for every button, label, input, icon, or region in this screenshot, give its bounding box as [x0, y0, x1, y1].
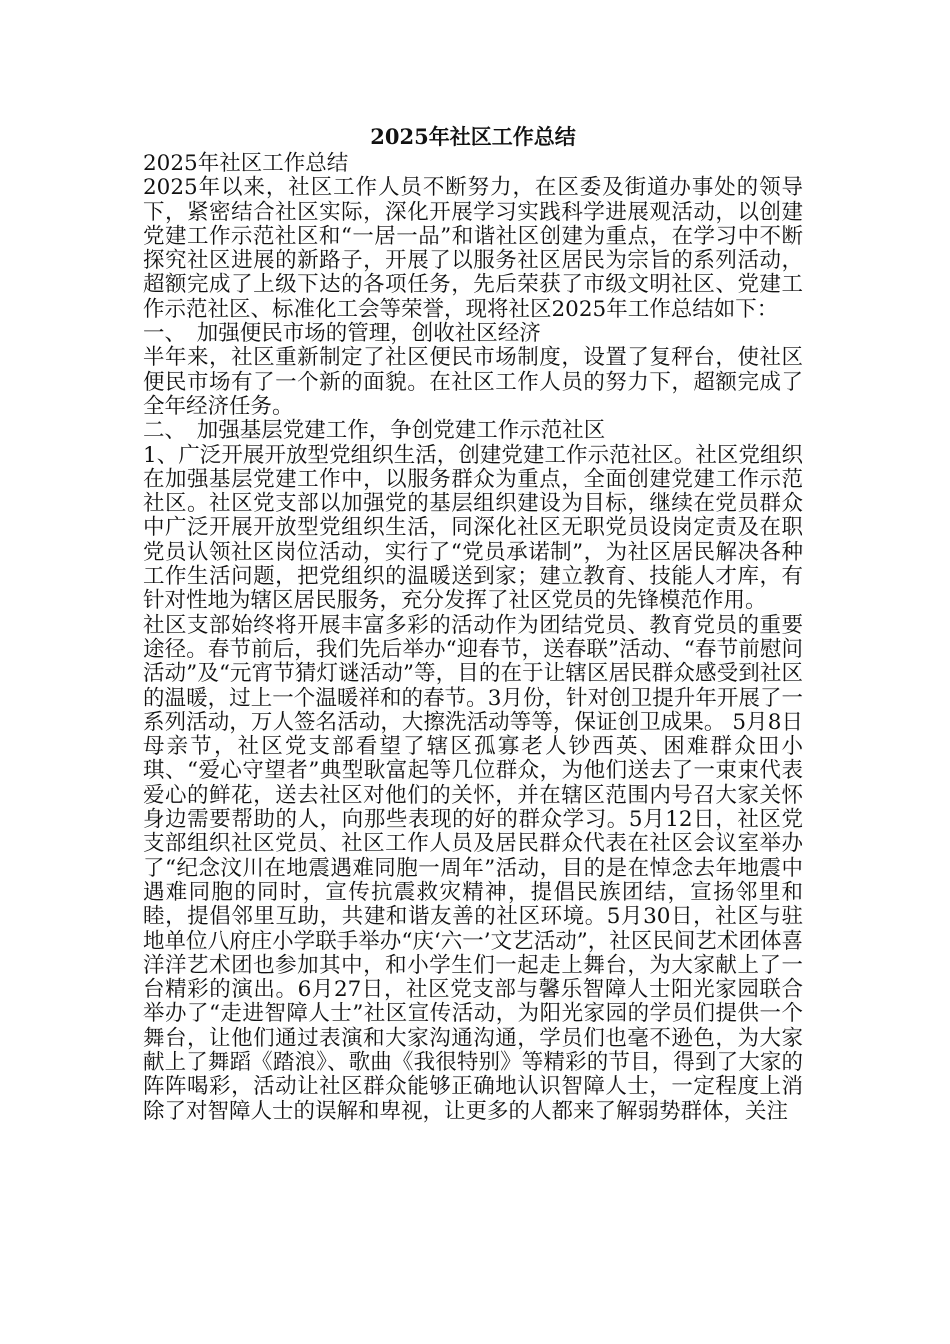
document-title: 2025年社区工作总结: [370, 124, 576, 149]
paragraph-market: 半年来，社区重新制定了社区便民市场制度，设置了复秤台，使社区便民市场有了一个新的面貌。在社区工作人员的努力下，超额完成了全年经济任务。: [143, 345, 803, 419]
document-subtitle: 2025年社区工作总结: [143, 151, 349, 176]
intro-paragraph: 2025年以来，社区工作人员不断努力，在区委及街道办事处的领导下，紧密结合社区实际，深化开展学习实践科学进展观活动，以创建党建工作示范社区和“一居一品”和谐社区创建为重点，在学习中不断探究社区进展的新路子，开展了以服务社区居民为宗旨的系列活动，超额完成了上级下达的各项任务，先后荣获了市级文明社区、党建工作示范社区、标准化工会等荣誉，现将社区2025年工作总结如下：: [143, 175, 803, 322]
paragraph-party-building: 1、广泛开展开放型党组织生活，创建党建工作示范社区。社区党组织在加强基层党建工作中，以服务群众为重点，全面创建党建工作示范社区。社区党支部以加强党的基层组织建设为目标，继续在党员群众中广泛开展开放型党组织生活，同深化社区无职党员设岗定责及在职党员认领社区岗位活动，实行了“党员承诺制”，为社区居民解决各种工作生活问题，把党组织的温暖送到家；建立教育、技能人才库，有针对性地为辖区居民服务，充分发挥了社区党员的先锋模范作用。: [143, 442, 803, 614]
document-page: [143, 122, 803, 1124]
paragraph-activities: 社区支部始终将开展丰富多彩的活动作为团结党员、教育党员的重要途径。春节前后，我们先后举办“迎春节，送春联”活动、“春节前慰问活动”及“元宵节猜灯谜活动”等，目的在于让辖区居民群众感受到社区的温暖，过上一个温暖祥和的春节。3月份，针对创卫提升年开展了一系列活动，万人签名活动，大擦洗活动等等，保证创卫成果。 5月8日母亲节，社区党支部看望了辖区孤寡老人钞西英、困难群众田小琪、“爱心守望者”典型耿富起等几位群众，为他们送去了一束束代表爱心的鲜花，送去社区对他们的关怀，并在辖区范围内号召大家关怀身边需要帮助的人，向那些表现的好的群众学习。5月12日，社区党支部组织社区党员、社区工作人员及居民群众代表在社区会议室举办了“纪念汶川在地震遇难同胞一周年”活动，目的是在悼念去年地震中遇难同胞的同时，宣传抗震救灾精神，提倡民族团结，宣扬邻里和睦，提倡邻里互助，共建和谐友善的社区环境。5月30日，社区与驻地单位八府庄小学联手举办“庆‘六一’文艺活动”，社区民间艺术团体喜洋洋艺术团也参加其中，和小学生们一起走上舞台，为大家献上了一台精彩的演出。6月27日，社区党支部与馨乐智障人士阳光家园联合举办了“走进智障人士”社区宣传活动，为阳光家园的学员们提供一个舞台，让他们通过表演和大家沟通沟通，学员们也毫不逊色，为大家献上了舞蹈《踏浪》、歌曲《我很特别》等精彩的节目，得到了大家的阵阵喝彩，活动让社区群众能够正确地认识智障人士，一定程度上消除了对智障人士的误解和卑视，让更多的人都来了解弱势群体，关注: [143, 612, 803, 1124]
section-heading-2: 二、 加强基层党建工作，争创党建工作示范社区: [143, 418, 606, 444]
section-heading-1: 一、 加强便民市场的管理，创收社区经济: [143, 321, 541, 347]
